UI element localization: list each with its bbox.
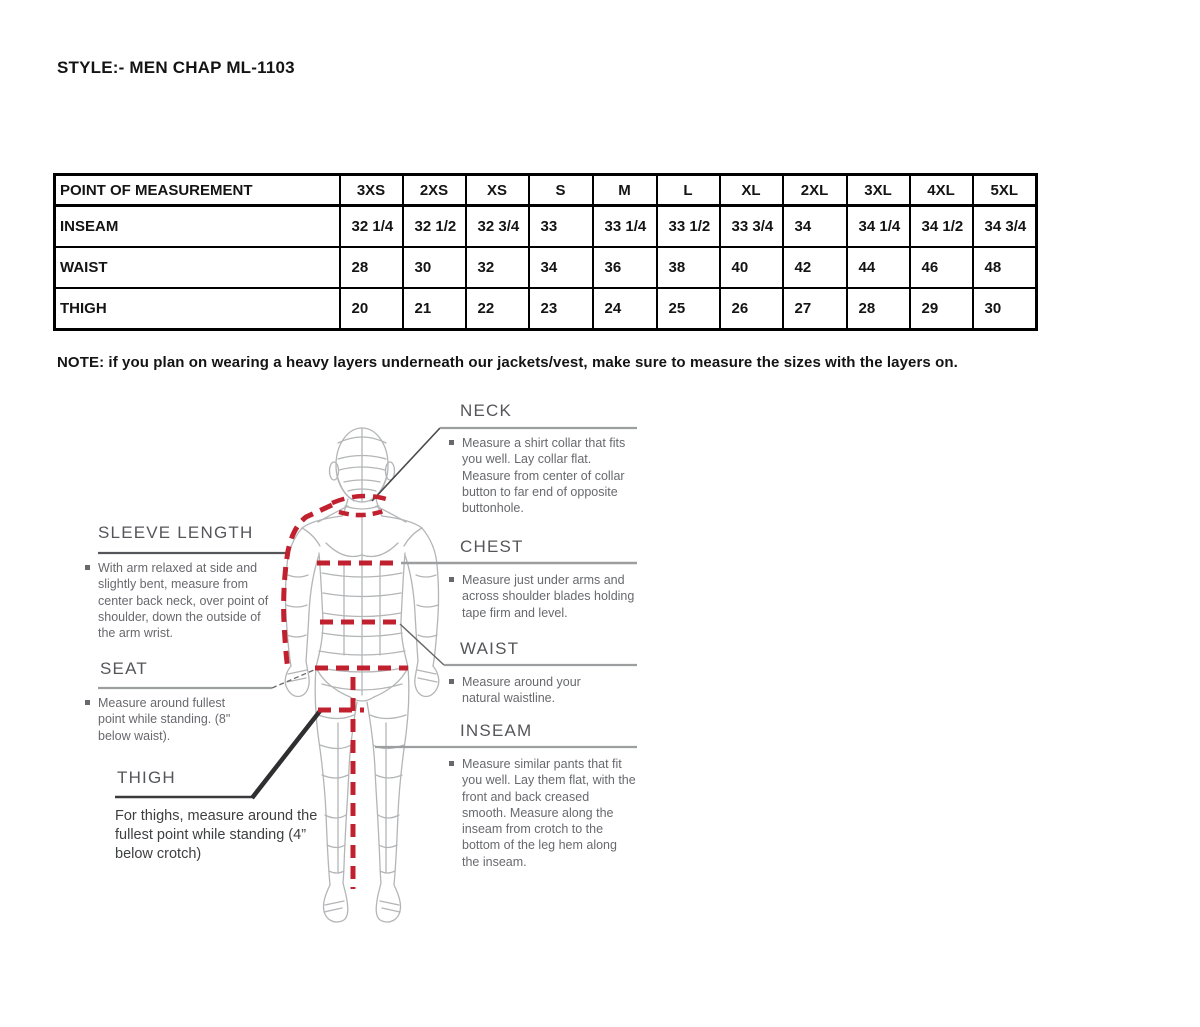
table-cell: 22: [466, 288, 529, 330]
table-cell: 44: [847, 247, 910, 288]
table-row-thigh: [55, 288, 1037, 330]
table-cell: 34 1/4: [847, 206, 910, 248]
table-header-row: [55, 175, 1037, 206]
table-cell: 21: [403, 288, 466, 330]
table-cell: 36: [593, 247, 657, 288]
row-label: WAIST: [55, 247, 340, 288]
table-cell: 20: [340, 288, 403, 330]
table-row-inseam: [55, 206, 1037, 248]
table-header-cell: L: [657, 175, 720, 206]
thigh-description: For thighs, measure around the fullest point while standing (4” below crotch): [115, 808, 318, 863]
sleeve-length-description: With arm relaxed at side and slightly bent, measure from center back neck, over point of shoulder, down the outside of the arm wrist.: [84, 560, 274, 641]
table-cell: 29: [910, 288, 973, 330]
table-cell: 32 1/2: [403, 206, 466, 248]
table-header-cell: 2XS: [403, 175, 466, 206]
table-header-cell: 3XS: [340, 175, 403, 206]
table-cell: 32 3/4: [466, 206, 529, 248]
waist-description: Measure around your natural waistline.: [448, 674, 607, 707]
neck-measure-line-2: [339, 510, 386, 515]
table-cell: 32 1/4: [340, 206, 403, 248]
table-cell: 28: [340, 247, 403, 288]
table-cell: 42: [783, 247, 847, 288]
table-cell: 40: [720, 247, 783, 288]
thigh-leader-line: [252, 711, 320, 798]
table-cell: 34 3/4: [973, 206, 1037, 248]
table-cell: 30: [973, 288, 1037, 330]
seat-heading: SEAT: [100, 659, 148, 678]
table-cell: 30: [403, 247, 466, 288]
table-header-cell: S: [529, 175, 593, 206]
chest-description: Measure just under arms and across shoulder blades holding tape firm and level.: [448, 572, 640, 621]
table-header-cell: 5XL: [973, 175, 1037, 206]
table-cell: 46: [910, 247, 973, 288]
row-label: INSEAM: [55, 206, 340, 248]
table-cell: 34 1/2: [910, 206, 973, 248]
table-cell: 33 3/4: [720, 206, 783, 248]
table-header-cell: XS: [466, 175, 529, 206]
size-table: [53, 173, 1038, 331]
table-cell: 32: [466, 247, 529, 288]
table-header-cell: 3XL: [847, 175, 910, 206]
neck-heading: NECK: [460, 401, 513, 420]
table-row-waist: [55, 247, 1037, 288]
table-cell: 28: [847, 288, 910, 330]
table-cell: 33: [529, 206, 593, 248]
table-cell: 33 1/4: [593, 206, 657, 248]
table-cell: 25: [657, 288, 720, 330]
table-cell: 48: [973, 247, 1037, 288]
inseam-description: Measure similar pants that fit you well. Lay them flat, with the front and back creased smooth. Measure along the inseam from crotch to the bottom of the leg hem along the inseam.: [448, 756, 637, 870]
neck-leader-line: [372, 428, 440, 501]
table-header-cell: 4XL: [910, 175, 973, 206]
measurement-diagram: [80, 393, 655, 941]
sleeve-length-heading: SLEEVE LENGTH: [98, 523, 254, 542]
table-header-cell: M: [593, 175, 657, 206]
seat-description: Measure around fullest point while standing. (8" below waist).: [84, 695, 250, 744]
table-cell: 33 1/2: [657, 206, 720, 248]
table-cell: 34: [783, 206, 847, 248]
chest-heading: CHEST: [460, 537, 524, 556]
inseam-heading: INSEAM: [460, 721, 533, 740]
sleeve-measure-line: [284, 505, 332, 670]
table-cell: 23: [529, 288, 593, 330]
row-label: THIGH: [55, 288, 340, 330]
thigh-heading: THIGH: [117, 768, 176, 787]
table-cell: 27: [783, 288, 847, 330]
table-cell: 26: [720, 288, 783, 330]
table-header-cell: POINT OF MEASUREMENT: [55, 175, 340, 206]
note-text: NOTE: if you plan on wearing a heavy layers underneath our jackets/vest, make sure to measure the sizes with the layers on.: [57, 354, 958, 371]
table-cell: 38: [657, 247, 720, 288]
table-cell: 34: [529, 247, 593, 288]
neck-description: Measure a shirt collar that fits you well. Lay collar flat. Measure from center of collar button to far end of opposite buttonhole.: [448, 435, 630, 516]
table-header-cell: 2XL: [783, 175, 847, 206]
waist-heading: WAIST: [460, 639, 520, 658]
table-cell: 24: [593, 288, 657, 330]
table-header-cell: XL: [720, 175, 783, 206]
page-title: STYLE:- MEN CHAP ML-1103: [57, 58, 295, 77]
